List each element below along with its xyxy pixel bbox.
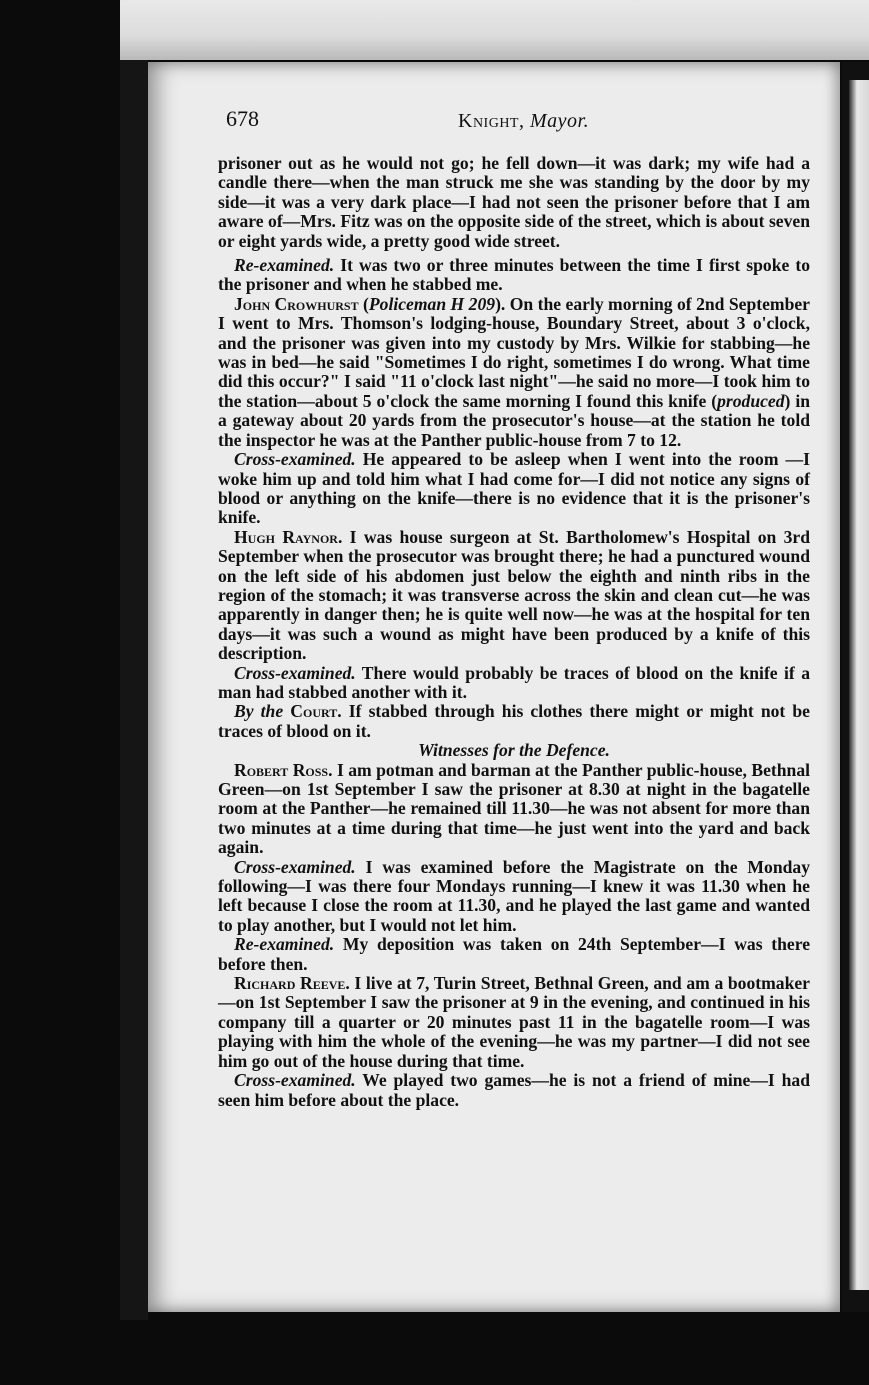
paragraph-6: Cross-examined. There would probably be traces of blood on the knife if a man had stabbed another with it. (218, 662, 810, 702)
book-page (148, 62, 840, 1312)
running-head-name: Knight (458, 110, 519, 132)
page-body (218, 154, 810, 1110)
paragraph-7: By the Court. If stabbed through his clothes there might or might not be traces of blood on it. (218, 701, 810, 741)
paragraph-9: Cross-examined. I was examined before the Magistrate on the Monday following—I was there four Mondays running—I knew it was 11.30 when he left because I close the room at 11.30, and he played the last game and wanted to play another, but I would not let him. (218, 856, 810, 935)
facing-page-sliver (849, 80, 869, 1290)
scan-top-margin (120, 0, 869, 60)
paragraph-11: Richard Reeve. I live at 7, Turin Street, Bethnal Green, and am a bootmaker—on 1st September I saw the prisoner at 9 in the evening, and continued in his company till a quarter or 20 minutes past 11 in the bagatelle room—I was playing with him the whole of the evening—he was my partner—I did not see him go out of the house during that time. (218, 973, 810, 1071)
running-head-separator: , (519, 110, 530, 132)
paragraph-4: Cross-examined. He appeared to be asleep when I went into the room —I woke him up and told him what I had come for—I did not notice any signs of blood or anything on the knife—there is no evidence that it is the prisoner's knife. (218, 449, 810, 528)
paragraph-3: John Crowhurst (Policeman H 209). On the early morning of 2nd September I went to Mrs. Thomson's lodging-house, Boundary Street, about 3 o'clock, and the prisoner was given into my custody by Mrs. Wilkie for stabbing—he was in bed—he said "Sometimes I do right, sometimes I do wrong. What time did this occur?" I said "11 o'clock last night"—he said no more—I took him to the station—about 5 o'clock the same morning I found this knife (produced) in a gateway about 20 yards from the prosecutor's house—at the station he told the inspector he was at the Panther public-house from 7 to 12. (218, 293, 811, 450)
page-number: 678 (226, 106, 259, 131)
label-re-examined: Re-examined. (234, 934, 335, 955)
witness-name: Richard Reeve. (234, 973, 350, 994)
label-cross-examined: Cross-examined. (234, 856, 356, 877)
paragraph-10: Re-examined. My deposition was taken on 24th September—I was there before then. (218, 934, 810, 974)
label-cross-examined: Cross-examined. (234, 662, 356, 683)
witness-role: Policeman H 209 (368, 293, 496, 314)
witness-name: Hugh Raynor. (234, 526, 343, 547)
label-court: Court. (290, 701, 342, 722)
label-re-examined: Re-examined. (234, 255, 335, 276)
paragraph-2: Re-examined. It was two or three minutes between the time I first spoke to the prisoner and when he stabbed me. (218, 255, 810, 295)
label-by-the: By the (234, 701, 284, 722)
label-cross-examined: Cross-examined. (234, 449, 356, 470)
witness-name: Robert Ross. (234, 759, 333, 780)
paragraph-8: Robert Ross. I am potman and barman at the Panther public-house, Bethnal Green—on 1st September I saw the prisoner at 8.30 at night in the bagatelle room at the Panther—he remained till 11.30—he was not absent for more than two minutes at a time during that time—he just went into the yard and back again. (218, 759, 810, 858)
witness-name: John Crowhurst (234, 293, 359, 314)
paragraph-12: Cross-examined. We played two games—he is not a friend of mine—I had seen him before about the place. (218, 1070, 810, 1110)
paragraph-5: Hugh Raynor. I was house surgeon at St. Bartholomew's Hospital on 3rd September when the prosecutor was brought there; he had a punctured wound on the left side of his abdomen just below the eighth and ninth ribs in the region of the stomach; it was transverse across the skin and clean cut—he was apparently in danger then; he is quite well now—he was at the hospital for ten days—it was such a wound as might have been produced by a knife of this description. (218, 526, 810, 664)
section-heading: Witnesses for the Defence. (418, 740, 610, 761)
label-cross-examined: Cross-examined. (234, 1070, 356, 1091)
running-head (458, 110, 589, 133)
running-head-title: Mayor. (530, 110, 590, 132)
book-spine-shadow (120, 60, 148, 1320)
paragraph-1: prisoner out as he would not go; he fell down—it was dark; my wife had a candle there—when the man struck me she was standing by the door by my side—it was a very dark place—I had not seen the prisoner before that I am aware of—Mrs. Fitz was on the opposite side of the street, which is about seven or eight yards wide, a pretty good wide street. (218, 153, 810, 251)
